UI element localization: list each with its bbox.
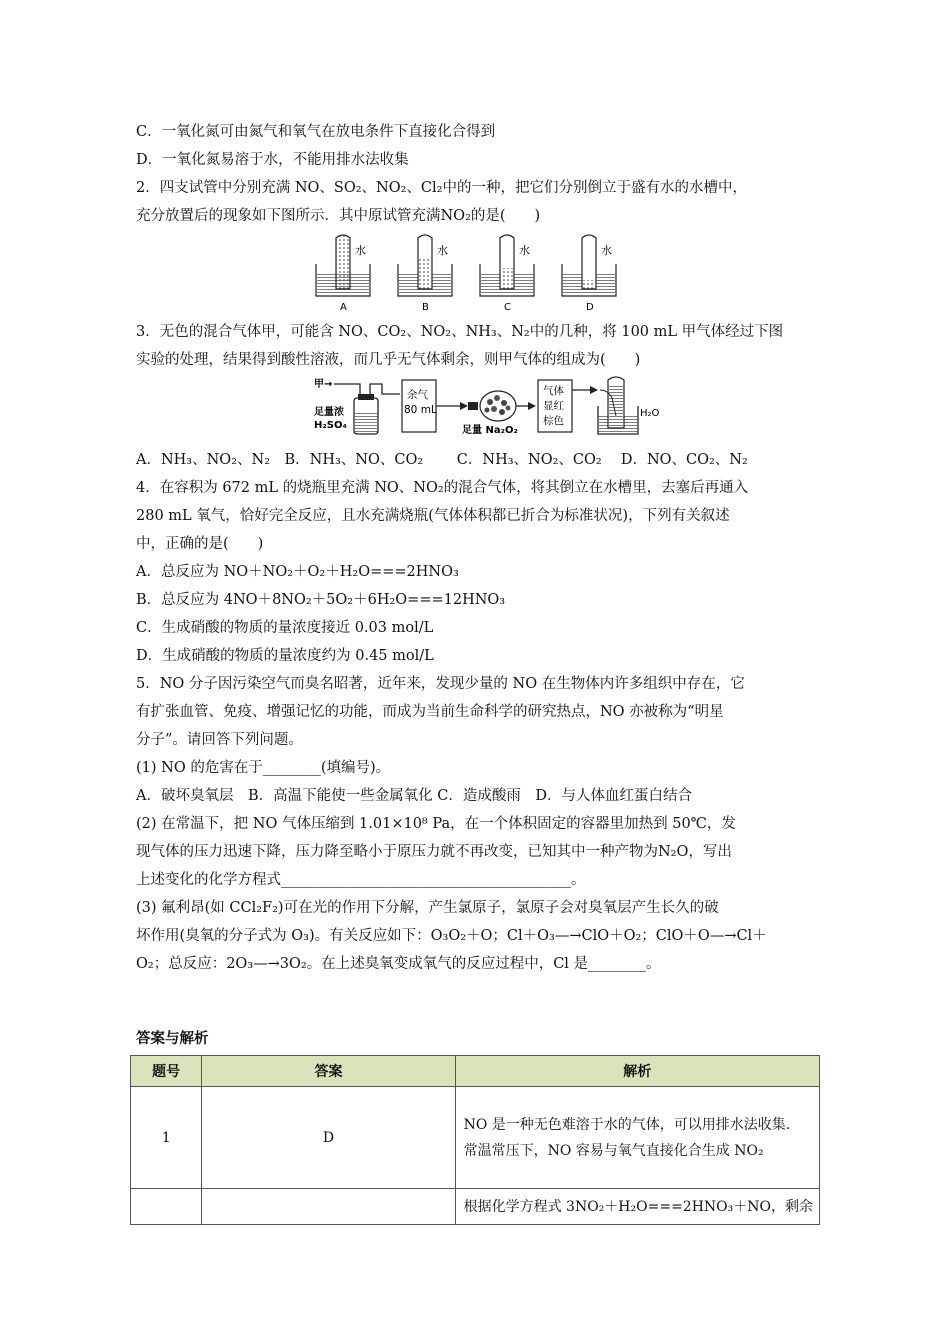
label-a: A <box>340 302 347 313</box>
q5-part2-line3: 上述变化的化学方程式________________________________________。 <box>136 872 586 888</box>
trough-b <box>398 235 452 313</box>
red-brown-gas-box <box>538 380 598 432</box>
q2-stem-line1: 2．四支试管中分别充满 NO、SO₂、NO₂、Cl₂中的一种，把它们分别倒立于盛有水的水槽中， <box>136 180 747 196</box>
row-explain: NO 是一种无色难溶于水的气体，可以用排水法收集．常温常压下，NO 容易与氧气直接化合生成 NO₂ <box>455 1087 819 1189</box>
answer-table-header <box>131 1056 820 1087</box>
q5-stem-line1: 5．NO 分子因污染空气而臭名昭著，近年来，发现少量的 NO 在生物体内许多组织中存在，它 <box>136 676 745 692</box>
header-answer: 答案 <box>202 1056 455 1087</box>
trough-c <box>480 235 534 313</box>
q4-option-c: C．生成硝酸的物质的量浓度接近 0.03 mol/L <box>136 620 434 636</box>
q4-stem-line1: 4．在容积为 672 mL 的烧瓶里充满 NO、NO₂的混合气体，将其倒立在水槽里，去塞后再通入 <box>136 480 749 496</box>
gas-label-2: 显红 <box>543 400 564 412</box>
row-answer: D <box>202 1087 455 1189</box>
h2so4-label-2: H₂SO₄ <box>314 420 347 431</box>
q5-part3-line1: (3) 氟利昂(如 CCl₂F₂)可在光的作用下分解，产生氯原子，氯原子会对臭氧层产生长久的破 <box>136 900 719 916</box>
q1-option-d: D．一氧化氮易溶于水，不能用排水法收集 <box>136 152 409 168</box>
water-label-a: 水 <box>355 244 366 257</box>
na2o2-tube <box>462 391 536 436</box>
q4-stem-line3: 中，正确的是( ) <box>136 536 264 552</box>
q5-part3-line3: O₂；总反应：2O₃—→3O₂。在上述臭氧变成氧气的反应过程中，Cl 是________。 <box>136 956 661 972</box>
gas-label-3: 棕色 <box>543 415 564 427</box>
trough-a <box>316 235 370 313</box>
water-label-b: 水 <box>437 244 448 257</box>
trough-d <box>562 235 616 313</box>
remaining-gas-box <box>402 380 468 432</box>
q1-option-c: C．一氧化氮可由氮气和氧气在放电条件下直接化合得到 <box>136 124 496 140</box>
na2o2-label: 足量 Na₂O₂ <box>462 425 518 436</box>
remain-label-1: 余气 <box>407 389 428 401</box>
water-trough <box>598 377 660 434</box>
q5-part2-line2: 现气体的压力迅速下降，压力降至略小于原压力就不再改变，已知其中一种产物为N₂O，写出 <box>136 844 732 860</box>
label-b: B <box>422 302 429 313</box>
q3-stem-line1: 3．无色的混合气体甲，可能含 NO、CO₂、NO₂、NH₃、N₂中的几种，将 100 mL 甲气体经过下图 <box>136 324 784 340</box>
q5-stem-line2: 有扩张血管、免疫、增强记忆的功能，而成为当前生命科学的研究热点，NO 亦被称为“明星 <box>136 704 724 720</box>
table-row <box>131 1087 820 1189</box>
wash-bottle <box>314 378 400 434</box>
remain-label-2: 80 mL <box>404 404 437 416</box>
answers-title: 答案与解析 <box>136 1031 209 1047</box>
q5-stem-line3: 分子”。请回答下列问题。 <box>136 732 303 748</box>
row-answer <box>202 1189 455 1225</box>
test-tube-figure <box>310 234 630 316</box>
row-explain: 根据化学方程式 3NO₂＋H₂O===2HNO₃＋NO，剩余 <box>455 1189 819 1225</box>
q4-option-d: D．生成硝酸的物质的量浓度约为 0.45 mol/L <box>136 648 434 664</box>
q3-stem-line2: 实验的处理，结果得到酸性溶液，而几乎无气体剩余，则甲气体的组成为( ) <box>136 352 641 368</box>
table-row <box>131 1189 820 1225</box>
q4-stem-line2: 280 mL 氧气，恰好完全反应，且水充满烧瓶(气体体积都已折合为标准状况)，下列有关叙述 <box>136 508 730 524</box>
q5-part1: (1) NO 的危害在于________(填编号)。 <box>136 760 391 776</box>
q2-stem-line2: 充分放置后的现象如下图所示．其中原试管充满NO₂的是( ) <box>136 208 541 224</box>
apparatus-figure <box>314 376 674 438</box>
q3-options: A．NH₃、NO₂、N₂ B．NH₃、NO、CO₂ C．NH₃、NO₂、CO₂ D．NO、CO₂、N₂ <box>136 452 748 468</box>
gas-label-1: 气体 <box>543 385 564 397</box>
jia-label: 甲→ <box>314 379 333 390</box>
q5-part3-line2: 坏作用(臭氧的分子式为 O₃)。有关反应如下：O₃O₂＋O；Cl＋O₃—→ClO＋O₂；ClO＋O—→Cl＋ <box>136 928 767 944</box>
row-num: 1 <box>131 1087 202 1189</box>
h2o-label: H₂O <box>640 408 660 419</box>
q5-part1-options: A．破坏臭氧层 B．高温下能使一些金属氧化 C．造成酸雨 D．与人体血红蛋白结合 <box>136 788 692 804</box>
header-explain: 解析 <box>455 1056 819 1087</box>
water-label-c: 水 <box>519 244 530 257</box>
header-num: 题号 <box>131 1056 202 1087</box>
answer-table <box>130 1055 820 1225</box>
h2so4-label-1: 足量浓 <box>314 407 344 418</box>
water-label-d: 水 <box>601 244 612 257</box>
q5-part2-line1: (2) 在常温下，把 NO 气体压缩到 1.01×10⁸ Pa，在一个体积固定的容器里加热到 50℃，发 <box>136 816 736 832</box>
label-c: C <box>504 302 511 313</box>
q4-option-a: A．总反应为 NO＋NO₂＋O₂＋H₂O===2HNO₃ <box>136 564 459 580</box>
label-d: D <box>586 302 594 313</box>
row-num <box>131 1189 202 1225</box>
q4-option-b: B．总反应为 4NO＋8NO₂＋5O₂＋6H₂O===12HNO₃ <box>136 592 506 608</box>
